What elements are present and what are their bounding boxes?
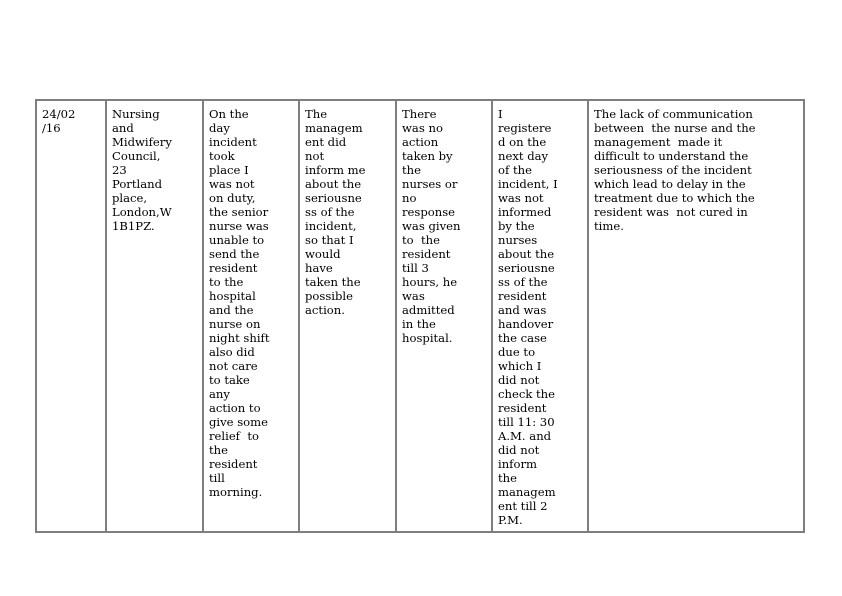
incident-description-cell: On the day incident took place I was not on duty, the senior nurse was unable to send the resident to the hospital and the nurse on night shift also did not care to take any action to give some relief to the resident till morning. bbox=[203, 100, 299, 532]
registration-cell: I registere d on the next day of the incident, I was not informed by the nurses about the seriousne ss of the resident and was handover the case due to which I did not check the resident till 11: 30 A.M. and did not inform the managem ent till 2 P.M. bbox=[492, 100, 588, 532]
communication-cell: The lack of communication between the nurse and the management made it difficult to understand the seriousness of the incident which lead to delay in the treatment due to which the resident was not cured in time. bbox=[588, 100, 804, 532]
action-taken-cell: There was no action taken by the nurses or no response was given to the resident till 3 hours, he was admitted in the hospital. bbox=[396, 100, 492, 532]
date-cell: 24/02 /16 bbox=[36, 100, 106, 532]
management-cell: The managem ent did not inform me about the seriousne ss of the incident, so that I would have taken the possible action. bbox=[299, 100, 396, 532]
table-row bbox=[36, 100, 804, 532]
address-cell: Nursing and Midwifery Council, 23 Portland place, London,W 1B1PZ. bbox=[106, 100, 203, 532]
incident-report-table bbox=[35, 99, 805, 533]
